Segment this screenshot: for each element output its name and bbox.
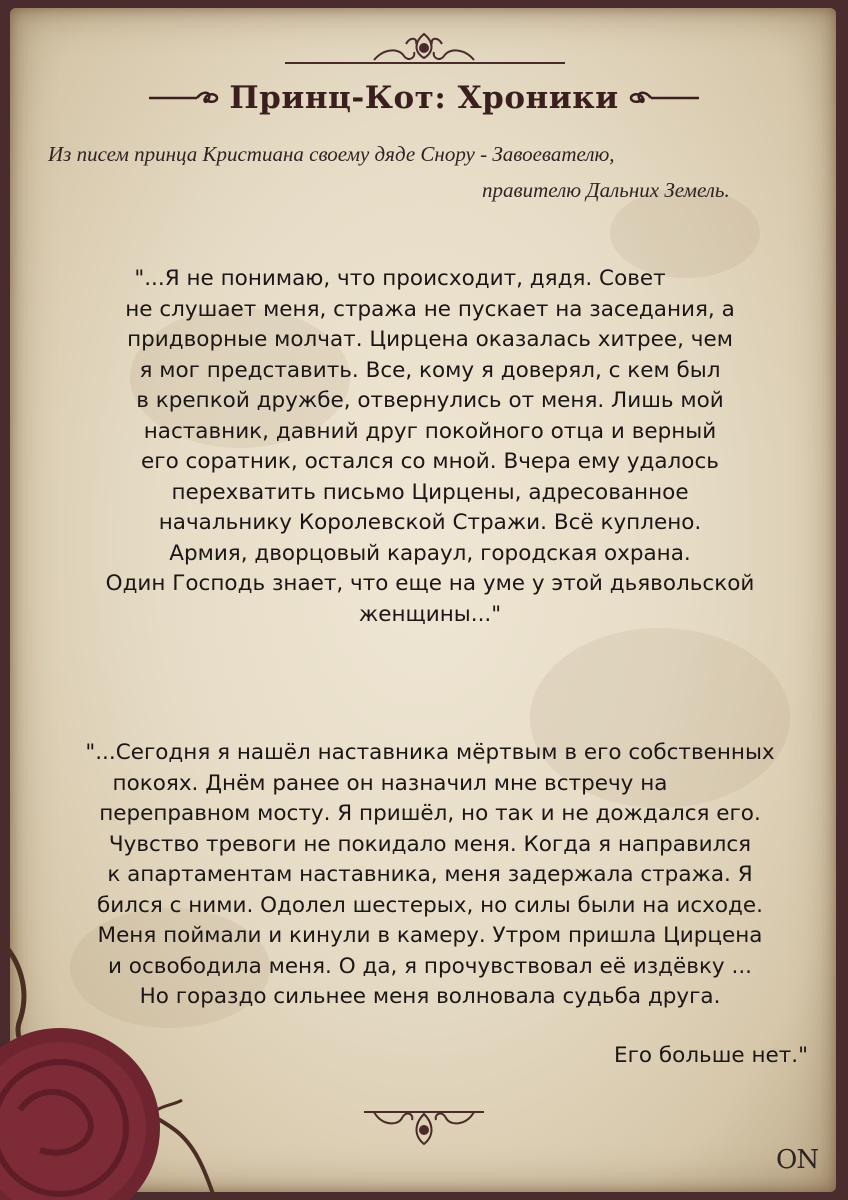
letter-line: покоях. Днём ранее он назначил мне встречу на <box>112 770 668 796</box>
letter-line: и освободила меня. О да, я прочувствовал её издёвку ... <box>107 953 752 979</box>
title-row <box>0 76 848 120</box>
letter-line: "...Сегодня я нашёл наставника мёртвым в его собственных <box>85 740 775 765</box>
left-arrow-flourish-icon <box>149 88 219 108</box>
author-initials: ON <box>776 1145 819 1175</box>
letter-line: не слушает меня, стража не пускает на заседания, а <box>125 296 735 322</box>
letter-line: "...Я не понимаю, что происходит, дядя. Совет <box>134 266 666 291</box>
page-title: Принц-Кот: Хроники <box>229 80 619 116</box>
letter-line: переправном мосту. Я пришёл, но так и не дождался его. <box>99 801 761 826</box>
letter-2-closing: Его больше нет." <box>614 1043 808 1068</box>
subtitle-line-1: Из писем принца Кристиана своему дяде Снору - Завоевателю, <box>48 142 615 166</box>
letter-line: его соратник, остался со мной. Вчера ему удалось <box>141 449 719 474</box>
letter-line: начальнику Королевской Стражи. Всё куплено. <box>158 510 702 535</box>
letter-line: бился с ними. Одолел шестерых, но силы были на исходе. <box>97 892 763 918</box>
letter-line: женщины..." <box>358 601 502 627</box>
right-arrow-flourish-icon <box>629 88 699 108</box>
letter-line: Армия, дворцовый караул, городская охрана. <box>169 540 691 566</box>
letter-line: перехватить письмо Цирцены, адресованное <box>171 479 689 505</box>
bottom-flourish-ornament <box>360 1100 488 1150</box>
letter-line: я мог представить. Все, кому я доверял, с кем был <box>139 357 721 383</box>
letter-line: Один Господь знает, что еще на уме у этой дьявольской <box>105 571 755 596</box>
letter-line: наставник, давний друг покойного отца и верный <box>143 418 717 444</box>
letter-line: придворные молчат. Цирцена оказалась хитрее, чем <box>127 327 733 352</box>
letter-line: Чувство тревоги не покидало меня. Когда я направился <box>108 831 752 857</box>
wax-seal-icon <box>0 900 220 1200</box>
letter-line: Но гораздо сильнее меня волновала судьба друга. <box>139 984 721 1009</box>
letter-line: к апартаментам наставника, меня задержала стража. Я <box>107 862 753 887</box>
top-flourish-ornament <box>364 28 484 68</box>
letter-line: в крепкой дружбе, отвернулись от меня. Лишь мой <box>136 388 724 413</box>
subtitle-line-2: правителю Дальних Земель. <box>482 178 730 202</box>
letter-line: Меня поймали и кинули в камеру. Утром пришла Цирцена <box>97 923 763 948</box>
letter-1 <box>30 264 830 630</box>
